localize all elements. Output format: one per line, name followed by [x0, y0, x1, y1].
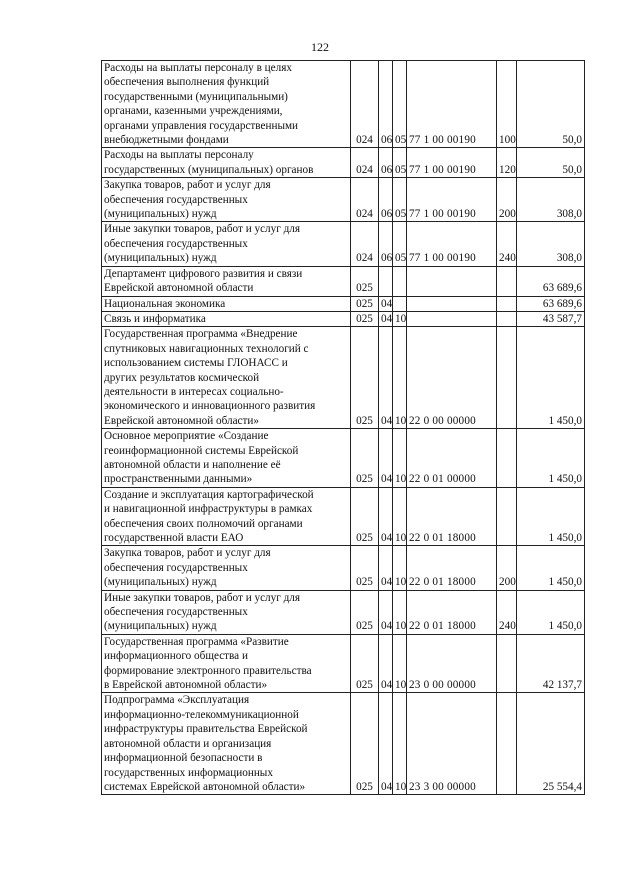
expense-type-cell	[497, 693, 517, 795]
row-name-line: государственных (муниципальных) органов	[104, 163, 314, 176]
row-name-line: Иные закупки товаров, работ и услуг для	[104, 223, 301, 236]
row-name-line: формирование электронного правительства	[104, 664, 312, 677]
ministry-code-cell: 025	[351, 296, 379, 311]
section-code-cell: 04	[379, 296, 393, 311]
ministry-code-cell: 025	[351, 693, 379, 795]
row-name-cell	[102, 693, 351, 795]
amount-cell: 308,0	[517, 222, 585, 266]
row-name-line: обеспечения государственных	[104, 606, 248, 619]
row-name-line: Государственная программа «Внедрение	[104, 328, 298, 341]
subsection-code-cell: 10	[393, 429, 407, 488]
row-name-line: (муниципальных) нужд	[104, 576, 217, 589]
expense-type-cell	[497, 296, 517, 311]
row-name-line: Связь и информатика	[104, 312, 206, 325]
target-article-cell: 23 3 00 00000	[407, 693, 497, 795]
section-code-cell: 04	[379, 311, 393, 326]
table-row	[102, 222, 585, 266]
row-name-cell	[102, 429, 351, 488]
subsection-code-cell: 10	[393, 546, 407, 590]
section-code-cell: 04	[379, 590, 393, 634]
row-name-line: автономной области и наполнение её	[104, 458, 281, 471]
row-name-line: Расходы на выплаты персоналу	[104, 149, 254, 162]
ministry-code-cell: 025	[351, 487, 379, 546]
section-code-cell: 04	[379, 487, 393, 546]
ministry-code-cell: 025	[351, 590, 379, 634]
expense-type-cell: 200	[497, 546, 517, 590]
target-article-cell: 23 0 00 00000	[407, 634, 497, 693]
row-name-line: Еврейской автономной области	[104, 282, 254, 295]
table-row	[102, 546, 585, 590]
amount-cell: 63 689,6	[517, 266, 585, 296]
target-article-cell: 77 1 00 00190	[407, 178, 497, 222]
row-name-line: государственных информационных	[104, 766, 273, 779]
table-row	[102, 296, 585, 311]
expense-type-cell: 240	[497, 590, 517, 634]
row-name-line: государственными (муниципальными)	[104, 90, 288, 103]
ministry-code-cell: 025	[351, 634, 379, 693]
target-article-cell: 77 1 00 00190	[407, 61, 497, 148]
section-code-cell: 04	[379, 546, 393, 590]
row-name-line: органами, казенными учреждениями,	[104, 105, 283, 118]
section-code-cell	[379, 266, 393, 296]
page-number: 122	[311, 40, 329, 54]
subsection-code-cell: 10	[393, 693, 407, 795]
ministry-code-cell: 024	[351, 178, 379, 222]
target-article-cell: 77 1 00 00190	[407, 222, 497, 266]
row-name-line: пространственными данными»	[104, 473, 253, 486]
budget-table	[101, 60, 585, 795]
expense-type-cell: 200	[497, 178, 517, 222]
row-name-cell	[102, 590, 351, 634]
row-name-line: и навигационной инфраструктуры в рамках	[104, 503, 313, 516]
table-row	[102, 266, 585, 296]
table-row	[102, 61, 585, 148]
amount-cell: 50,0	[517, 61, 585, 148]
amount-cell: 1 450,0	[517, 487, 585, 546]
subsection-code-cell: 05	[393, 222, 407, 266]
target-article-cell: 22 0 00 00000	[407, 327, 497, 429]
expense-type-cell	[497, 311, 517, 326]
row-name-line: Государственная программа «Развитие	[104, 635, 289, 648]
subsection-code-cell	[393, 266, 407, 296]
target-article-cell	[407, 266, 497, 296]
row-name-line: информационно-телекоммуникационной	[104, 708, 299, 721]
amount-cell: 50,0	[517, 148, 585, 178]
table-row	[102, 148, 585, 178]
row-name-cell	[102, 296, 351, 311]
target-article-cell	[407, 311, 497, 326]
expense-type-cell	[497, 266, 517, 296]
amount-cell: 42 137,7	[517, 634, 585, 693]
amount-cell: 25 554,4	[517, 693, 585, 795]
ministry-code-cell: 024	[351, 222, 379, 266]
row-name-line: внебюджетными фондами	[104, 134, 229, 147]
row-name-line: в Еврейской автономной области»	[104, 679, 268, 692]
section-code-cell: 06	[379, 178, 393, 222]
row-name-line: органами управления государственными	[104, 119, 299, 132]
row-name-line: использованием системы ГЛОНАСС и	[104, 357, 288, 370]
table-row	[102, 429, 585, 488]
row-name-line: деятельности в интересах социально-	[104, 385, 284, 398]
row-name-line: информационной безопасности в	[104, 752, 263, 765]
section-code-cell: 06	[379, 61, 393, 148]
target-article-cell: 77 1 00 00190	[407, 148, 497, 178]
section-code-cell: 04	[379, 693, 393, 795]
ministry-code-cell: 025	[351, 546, 379, 590]
table-row	[102, 327, 585, 429]
row-name-line: Департамент цифрового развития и связи	[104, 267, 303, 280]
row-name-line: государственной власти ЕАО	[104, 532, 244, 544]
row-name-line: системах Еврейской автономной области»	[104, 780, 306, 793]
row-name-cell	[102, 546, 351, 590]
row-name-line: обеспечения своих полномочий органами	[104, 517, 303, 530]
ministry-code-cell: 025	[351, 327, 379, 429]
table-row	[102, 590, 585, 634]
target-article-cell: 22 0 01 18000	[407, 590, 497, 634]
ministry-code-cell: 024	[351, 148, 379, 178]
section-code-cell: 04	[379, 327, 393, 429]
expense-type-cell: 120	[497, 148, 517, 178]
expense-type-cell	[497, 429, 517, 488]
amount-cell: 43 587,7	[517, 311, 585, 326]
subsection-code-cell: 05	[393, 148, 407, 178]
row-name-line: (муниципальных) нужд	[104, 208, 217, 221]
row-name-line: (муниципальных) нужд	[104, 620, 217, 633]
amount-cell: 63 689,6	[517, 296, 585, 311]
row-name-cell	[102, 266, 351, 296]
row-name-line: геоинформационной системы Еврейской	[104, 444, 299, 457]
row-name-line: спутниковых навигационных технологий с	[104, 342, 309, 355]
table-row	[102, 487, 585, 546]
row-name-line: Национальная экономика	[104, 297, 226, 310]
amount-cell: 308,0	[517, 178, 585, 222]
subsection-code-cell: 10	[393, 487, 407, 546]
table-row	[102, 634, 585, 693]
row-name-line: Закупка товаров, работ и услуг для	[104, 179, 271, 192]
table-row	[102, 311, 585, 326]
row-name-cell	[102, 487, 351, 546]
section-code-cell: 04	[379, 429, 393, 488]
ministry-code-cell: 025	[351, 311, 379, 326]
ministry-code-cell: 024	[351, 61, 379, 148]
row-name-cell	[102, 327, 351, 429]
row-name-line: обеспечения государственных	[104, 561, 248, 574]
target-article-cell: 22 0 01 00000	[407, 429, 497, 488]
row-name-cell	[102, 311, 351, 326]
target-article-cell: 22 0 01 18000	[407, 546, 497, 590]
row-name-line: Закупка товаров, работ и услуг для	[104, 547, 271, 560]
amount-cell: 1 450,0	[517, 590, 585, 634]
row-name-line: Создание и эксплуатация картографической	[104, 488, 314, 501]
subsection-code-cell: 05	[393, 61, 407, 148]
section-code-cell: 06	[379, 148, 393, 178]
target-article-cell	[407, 296, 497, 311]
row-name-line: других результатов космической	[104, 371, 260, 384]
amount-cell: 1 450,0	[517, 327, 585, 429]
subsection-code-cell: 10	[393, 590, 407, 634]
expense-type-cell: 100	[497, 61, 517, 148]
section-code-cell: 06	[379, 222, 393, 266]
row-name-line: информационного общества и	[104, 650, 248, 663]
row-name-line: Расходы на выплаты персоналу в целях	[104, 62, 292, 74]
target-article-cell: 22 0 01 18000	[407, 487, 497, 546]
subsection-code-cell: 05	[393, 178, 407, 222]
row-name-line: автономной области и организация	[104, 737, 272, 750]
expense-type-cell	[497, 327, 517, 429]
row-name-line: Еврейской автономной области»	[104, 414, 259, 427]
table-row	[102, 693, 585, 795]
subsection-code-cell: 10	[393, 634, 407, 693]
row-name-line: Подпрограмма «Эксплуатация	[104, 694, 250, 707]
row-name-cell	[102, 634, 351, 693]
row-name-cell	[102, 148, 351, 178]
amount-cell: 1 450,0	[517, 546, 585, 590]
expense-type-cell: 240	[497, 222, 517, 266]
row-name-line: обеспечения государственных	[104, 237, 248, 250]
subsection-code-cell: 10	[393, 311, 407, 326]
subsection-code-cell: 10	[393, 327, 407, 429]
row-name-line: экономического и инновационного развития	[104, 400, 316, 413]
row-name-cell	[102, 178, 351, 222]
row-name-line: инфраструктуры правительства Еврейской	[104, 723, 308, 736]
expense-type-cell	[497, 634, 517, 693]
section-code-cell: 04	[379, 634, 393, 693]
expense-type-cell	[497, 487, 517, 546]
row-name-line: обеспечения выполнения функций	[104, 76, 270, 89]
row-name-line: (муниципальных) нужд	[104, 252, 217, 265]
table-row	[102, 178, 585, 222]
row-name-line: Иные закупки товаров, работ и услуг для	[104, 591, 301, 604]
row-name-line: Основное мероприятие «Создание	[104, 430, 269, 443]
row-name-line: обеспечения государственных	[104, 193, 248, 206]
row-name-cell	[102, 61, 351, 148]
subsection-code-cell	[393, 296, 407, 311]
ministry-code-cell: 025	[351, 429, 379, 488]
amount-cell: 1 450,0	[517, 429, 585, 488]
row-name-cell	[102, 222, 351, 266]
ministry-code-cell: 025	[351, 266, 379, 296]
